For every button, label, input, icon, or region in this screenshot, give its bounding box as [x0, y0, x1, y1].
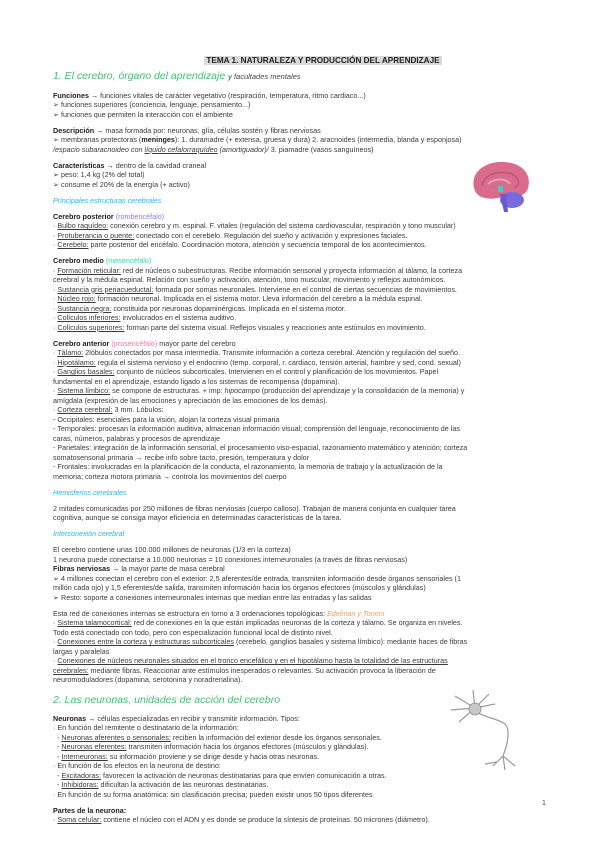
text-segment: caras, números, palabras y procesos de aprendizaje [53, 433, 221, 443]
text-line [53, 780, 553, 790]
text-segment: Corteza cerebral: [57, 405, 113, 414]
text-segment: · [53, 656, 58, 665]
text-line [53, 583, 553, 593]
text-segment: dificultan la activación de las neuronas destinatarias. [98, 780, 269, 789]
text-line [53, 323, 553, 333]
text-segment: Sustancia negra: [57, 303, 112, 313]
text-segment: Edelman y Tononi [327, 608, 385, 618]
text-segment: Excitadoras: [61, 770, 101, 780]
text-line [53, 675, 553, 685]
text-segment: masa formada por: neuronas, glía, células sostén y fibras nerviosas [105, 125, 321, 135]
text-segment: · [53, 367, 58, 376]
text-line [53, 593, 553, 603]
text-line [53, 656, 553, 666]
text-segment: favorecen la activación de neuronas destinatarias para que envíen comunicación a otras. [100, 770, 387, 780]
text-segment: Colículos inferiores: [57, 313, 121, 322]
text-segment: · [53, 637, 58, 646]
text-segment: Formación reticular: [57, 265, 121, 275]
text-segment: cerebrales: [53, 665, 89, 675]
text-segment: Ganglios basales: [57, 367, 115, 376]
text-segment: Soma celular: [57, 815, 102, 824]
text-segment: · [53, 265, 58, 275]
text-segment: ➢ consume el 20% de la energía (+ activo) [53, 179, 190, 189]
text-segment: 2. Las neuronas, unidades de acción del cerebro [53, 694, 281, 706]
text-line [53, 275, 553, 285]
text-line [53, 637, 553, 647]
text-segment: Conexiones de núcleos neuronales situados en el tronco encefálico y en el hipotálamo hasta la totalidad de las estructuras [57, 656, 448, 665]
text-segment: · [53, 303, 58, 313]
text-segment: (rombencéfalo) [115, 211, 165, 221]
text-line [53, 377, 553, 387]
text-segment: se compone de estructuras. + imp: [110, 386, 225, 395]
text-line [53, 396, 553, 406]
text-segment: · [53, 348, 58, 357]
text-line [53, 91, 553, 101]
text-line [53, 126, 553, 136]
text-line [53, 135, 553, 145]
text-segment: cognitiva, aunque se consiga mayor eficiencia en determinadas características de la tarea. [53, 513, 342, 522]
text-segment: somatosensorial primaria → recibe info sobre tacto, presión, temperatura y dolor [53, 452, 310, 462]
text-segment: mayor parte del cerebro [157, 338, 236, 348]
text-segment: (mesencéfalo) [105, 256, 152, 265]
text-line [53, 574, 553, 584]
text-line [53, 266, 553, 276]
text-segment: Colículos superiores: [57, 322, 125, 332]
brain-illustration [468, 158, 534, 216]
text-segment: su información proviene y se dirige desde y hacia otras neuronas. [107, 751, 320, 761]
text-segment: Interconexión cerebral [53, 529, 125, 538]
page-number: 1 [542, 800, 546, 807]
text-line [53, 462, 553, 472]
text-segment: · [53, 618, 58, 627]
text-segment: Bulbo raquídeo: [57, 221, 109, 230]
text-line [53, 443, 553, 453]
text-segment: ➢ 4 millones conectan el cerebro con el exterior: 2,5 aferentes/de entrada, transmiten información desde órganos sensoriales (1 [53, 573, 461, 583]
text-segment: · [53, 294, 58, 303]
text-segment: 1 neurona puede conectarse a 10.000 neuronas = 10 conexiones interneuronales (a través de fibras nerviosas) [53, 554, 408, 564]
text-segment: ➢ funciones superiores (conciencia, lenguaje, pensamiento...) [53, 100, 251, 109]
text-segment: Hipotálamo: [57, 357, 96, 367]
text-segment: memoria; corteza motora primaria → controla los movimientos del cuerpo [53, 471, 287, 481]
text-segment: Tálamo: [57, 348, 84, 357]
text-line [53, 110, 553, 120]
text-segment: - Frontales: involucradas en la planificación de la conducta, el razonamiento, la memoria de trabajo y la actualización de la [53, 462, 443, 471]
text-segment: hipocampo [224, 386, 260, 395]
text-segment: · [53, 405, 58, 414]
text-segment: 1. El cerebro, órgano del aprendizaje [53, 70, 229, 82]
text-segment: transmiten información hacia los órganos efectores (músculos y glándulas). [126, 742, 369, 751]
text-segment: (prosencéfalo) [111, 338, 158, 348]
text-line [53, 231, 553, 241]
text-segment: 3 mm. Lóbulos: [112, 405, 164, 414]
text-line [53, 666, 553, 676]
text-segment: involucrados en el sistema auditivo. [120, 313, 236, 322]
text-segment: amígdala (expresión de las emociones y apreciación de las emociones de los demás). [53, 395, 328, 405]
text-segment: cerebral y la médula espinal. Relación con sueño y activación, atención, tono muscular, movimiento y reflejos autonómicos. [53, 275, 446, 284]
text-line [53, 386, 553, 396]
text-segment: células especializadas en recibir y transmitir información. Tipos: [97, 713, 300, 723]
text-line [53, 304, 553, 314]
text-line [53, 221, 553, 231]
text-segment: ➢ membranas protectoras ( [53, 135, 142, 144]
text-segment: Cerebro anterior [53, 338, 112, 348]
text-line [53, 405, 553, 415]
text-segment: Sistema límbico: [57, 386, 111, 395]
text-segment: · [53, 230, 58, 240]
text-segment: - [57, 732, 62, 742]
text-line [53, 145, 553, 155]
text-line [53, 628, 553, 638]
text-segment: 3. piamadre (vasos sanguíneos) [268, 144, 374, 154]
text-line [53, 545, 553, 555]
text-line [53, 564, 553, 574]
text-line [53, 100, 553, 110]
text-segment: Neuronas eferentes: [61, 742, 127, 751]
text-segment: Cerebro posterior [53, 211, 116, 221]
text-segment: (cerebelo, ganglios basales y sistema límbico): mediante haces de fibras [233, 637, 468, 646]
text-line [53, 555, 553, 565]
text-segment: parte posterior del encéfalo. Coordinación motora, atención y secuencia temporal de los acontecimientos. [88, 240, 427, 249]
text-line [53, 806, 553, 816]
text-segment: · [53, 386, 58, 395]
text-segment: - [57, 742, 62, 751]
text-segment: red de conexiones en la que están implicadas neuronas de la corteza y tálamo. Se organiza en niveles. [131, 618, 463, 627]
text-segment: (producción del aprendizaje y la consolidación de la memoria) y [259, 386, 465, 395]
text-line [53, 609, 553, 619]
document-title: TEMA 1. NATURALEZA Y PRODUCCIÓN DEL APRENDIZAJE [206, 56, 440, 65]
text-segment: - [57, 780, 62, 789]
text-segment: conexión cerebro y m. espinal. F. vitales (regulación del sistema cardiovascular, respiración y tono muscular) [108, 221, 456, 230]
text-line [53, 256, 553, 266]
text-line [53, 647, 553, 657]
text-segment: Inhibidoras: [61, 780, 99, 789]
text-segment: formación neuronal. Implicada en el sistema motor. Lleva información del cerebro a la médula espinal. [95, 294, 423, 303]
text-segment: contiene el núcleo con el ADN y es donde se produce la síntesis de proteínas. 50 micrones (diámetro). [101, 815, 430, 824]
text-segment: conjunto de núcleos subcorticales. Intervienen en el control y planificación de los movimientos. Papel [114, 367, 439, 376]
text-segment: Sistema talamocortical: [57, 618, 132, 627]
text-segment: reciben la información del exterior desde los órganos sensoriales. [170, 732, 382, 742]
text-line [53, 434, 553, 444]
text-segment: Sustancia gris periacueductal: [57, 284, 154, 294]
text-line [53, 504, 553, 514]
text-segment: Descripción → [53, 125, 106, 135]
text-segment: forman parte del sistema visual. Reflejos visuales y reacciones ante estímulos en movimiento. [124, 322, 426, 332]
text-line [53, 790, 553, 800]
text-segment: Todo está conectado con todo, pero con especialización funcional local de distinto nivel. [53, 627, 333, 637]
text-segment: ➢ Resto: soporte a conexiones interneuronales internas que median entre las entradas y las salidas [53, 592, 372, 602]
text-segment: Cerebro medio [53, 256, 106, 265]
text-segment: neuromoduladores (dopamina, serotonina y noradrenalina). [53, 675, 243, 684]
text-line [53, 285, 553, 295]
text-line [53, 472, 553, 482]
text-line [53, 415, 553, 425]
text-segment: formada por somas neuronales. Interviene en el control de ciertas secuencias de movimientos. [153, 284, 457, 294]
text-line [53, 339, 553, 349]
text-segment: Neuronas → [53, 713, 98, 723]
text-segment: · En función del remitente o destinatario de la información: [53, 723, 239, 732]
text-segment: /espacio subaracnoideo con [53, 144, 145, 154]
text-segment: · [53, 322, 58, 332]
text-segment: la mayor parte de masa cerebral [121, 564, 225, 573]
text-segment: · [53, 815, 58, 824]
text-segment: Principales estructuras cerebrales [53, 195, 162, 205]
text-line [53, 488, 553, 498]
text-segment: - [57, 751, 62, 761]
text-segment: Partes de la neurona: [53, 805, 127, 815]
text-line [53, 240, 553, 250]
text-segment: Funciones → [53, 90, 101, 100]
text-segment: Núcleo rojo: [57, 294, 96, 303]
text-line [53, 348, 553, 358]
text-segment: dentro de la cavidad craneal [115, 160, 207, 170]
text-segment: Esta red de conexiones internas se estructura en torno a 3 ordenaciones topológicas: [53, 608, 328, 618]
text-segment: · [53, 240, 58, 249]
text-segment: Interneuronas: [61, 751, 108, 761]
text-segment: Fibras nerviosas → [53, 564, 122, 573]
text-segment: mediante fibras. Reaccionar ante estímulos inesperados o relevantes. Su activación provoca la liberación de [88, 665, 436, 675]
text-line [53, 294, 553, 304]
text-segment: 2lóbulos conectados por masa intermedia. Transmite información a corteza cerebral. Atención y regulación del sueño. [83, 348, 460, 357]
text-segment: millón cada ojo) y 1,5 eferentes/de salida, transmiten información hacia los órganos efectores (músculos y glándulas) [53, 583, 426, 592]
text-segment: fundamental en el aprendizaje, estando ligado a los sistemas de recompensa (dopamina). [53, 376, 340, 386]
text-segment: · En función de los efectos en la neurona de destino: [53, 761, 221, 770]
text-segment: constituida por neuronas dopaminérgicas. Implicada en el sistema motor. [111, 303, 346, 313]
text-segment: y facultades mentales [228, 72, 301, 81]
text-line [53, 358, 553, 368]
text-segment: · En función de su forma anatómica: sin clasificación precisa; pueden existir unos 50 tipos diferentes [53, 789, 373, 799]
text-segment: ): 1. duramadre (+ extensa, gruesa y dura) 2. aracnoides (intermedia, blanda y esponjosa) [174, 135, 462, 144]
text-segment: líquido cefalorraquídeo [144, 144, 218, 154]
text-segment: · [53, 313, 58, 322]
text-line [53, 367, 553, 377]
text-line [53, 313, 553, 323]
text-line [53, 618, 553, 628]
text-segment: ➢ peso: 1,4 kg (2% del total) [53, 170, 145, 179]
text-segment: - Parietales: integración de la información sensorial, el procesamiento viso-espacial, razonamiento matemático y atención; corteza [53, 443, 468, 452]
text-segment: red de núcleos o subestructuras. Recibe información sensorial y proyecta información al tálamo, la corteza [120, 265, 463, 275]
text-segment: regula el sistema nervioso y el endocrino (temp. corporal, r. cardiaco, tensión arterial, hambre y sed, cond. sexual) [95, 357, 461, 367]
text-segment: Hemisferios cerebrales [53, 487, 127, 497]
text-segment: Conexiones entre la corteza y estructuras subcorticales [57, 637, 234, 646]
text-segment: meninges [141, 135, 175, 144]
text-segment: El cerebro contiene unas 100.000 millones de neuronas (1/3 en la corteza) [53, 545, 291, 554]
text-line [53, 453, 553, 463]
text-line [53, 529, 553, 539]
text-segment: - [57, 770, 62, 780]
text-segment: conectado con el cerebelo. Regulación del sueño y activación y expresiones faciales. [134, 230, 408, 240]
text-line [53, 815, 553, 825]
text-line [53, 424, 553, 434]
text-segment: Características → [53, 160, 116, 170]
text-segment: (amortiguador)/ [217, 144, 269, 154]
text-segment: · [53, 221, 58, 230]
text-segment: 2 mitades comunicadas por 250 millones de fibras nerviosas (cuerpo calloso). Trabajan de manera conjunta en cualquier tarea [53, 503, 456, 513]
text-segment: funciones vitales de carácter vegetativo (respiración, temperatura, ritmo cardiaco...) [100, 90, 366, 100]
text-line [53, 513, 553, 523]
text-segment: Protuberancia o puente: [57, 230, 135, 240]
text-segment: Neuronas aferentes o sensoriales: [61, 732, 171, 742]
text-segment: Cerebelo: [57, 240, 89, 249]
neuron-illustration [445, 688, 545, 773]
text-segment: - Temporales: procesan la información auditiva, almacenan información visual; comprensión del lenguaje, reconocimiento de las [53, 424, 460, 433]
text-segment: - Occipitales: esenciales para la visión, alojan la corteza visual primaria [53, 414, 280, 424]
text-segment: · [53, 284, 58, 294]
text-segment: · [53, 357, 58, 367]
section-heading [53, 69, 553, 84]
text-segment: largas y paralelas [53, 646, 110, 656]
text-segment: ➢ funciones que permiten la interacción con el ambiente [53, 109, 233, 119]
